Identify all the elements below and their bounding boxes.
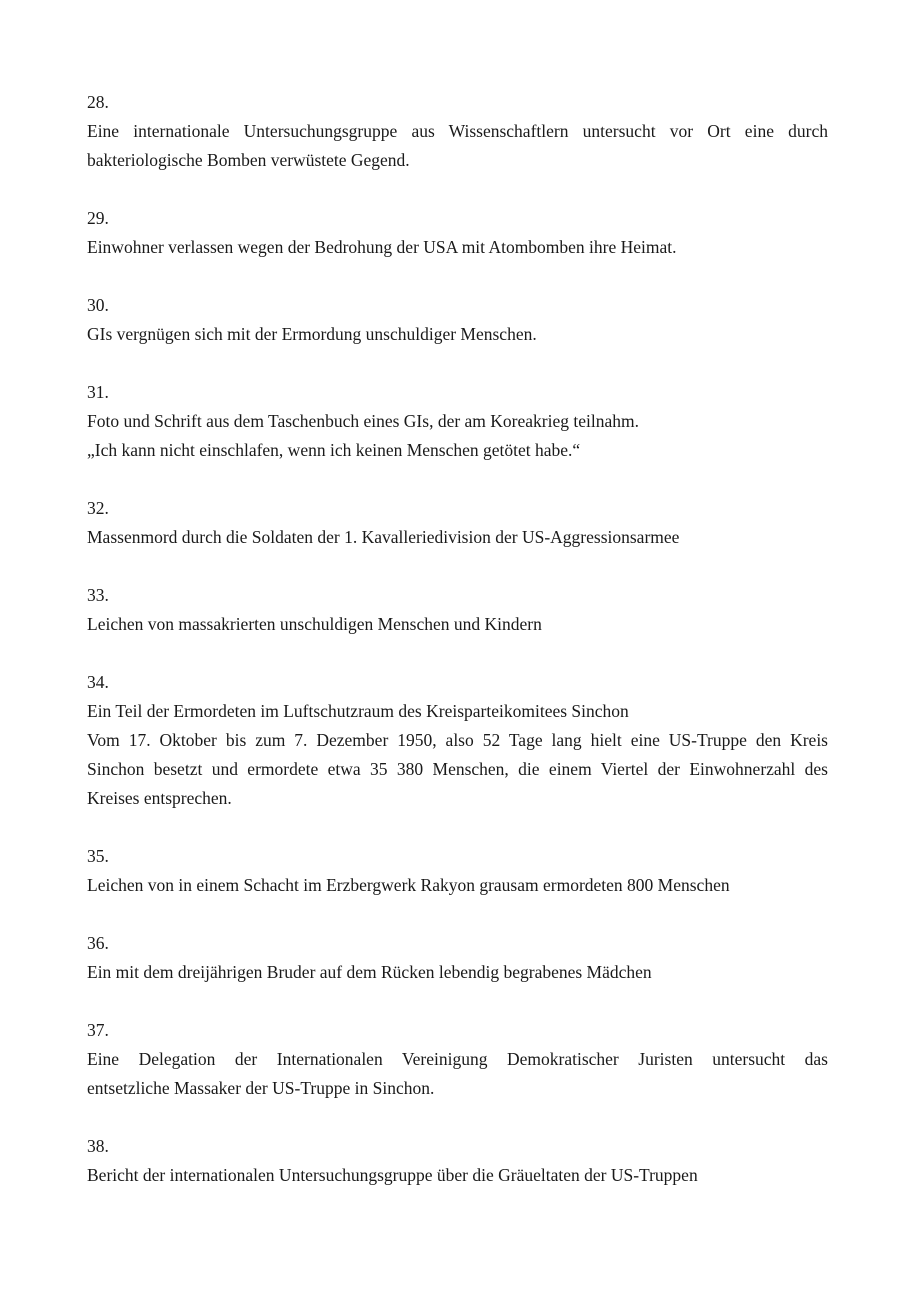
item-number: 30. xyxy=(87,295,109,315)
caption-line: Sinchon besetzt und ermordete etwa 35 380 Menschen, die einem Viertel der Einwohnerzahl des xyxy=(87,759,828,779)
item-number: 36. xyxy=(87,933,109,953)
caption-line: Bericht der internationalen Untersuchungsgruppe über die Gräueltaten der US-Truppen xyxy=(87,1165,698,1185)
list-item xyxy=(87,291,828,349)
item-number: 29. xyxy=(87,208,109,228)
caption-line: Foto und Schrift aus dem Taschenbuch eines GIs, der am Koreakrieg teilnahm. xyxy=(87,411,639,431)
caption-line: Eine internationale Untersuchungsgruppe aus Wissenschaftlern untersucht vor Ort eine durch xyxy=(87,121,828,141)
caption-line: Leichen von massakrierten unschuldigen Menschen und Kindern xyxy=(87,614,542,634)
caption-line: entsetzliche Massaker der US-Truppe in Sinchon. xyxy=(87,1078,435,1098)
item-number: 28. xyxy=(87,92,109,112)
list-item xyxy=(87,378,828,465)
caption-line: Eine Delegation der Internationalen Vereinigung Demokratischer Juristen untersucht das xyxy=(87,1049,828,1069)
list-item xyxy=(87,88,828,175)
caption-line: Vom 17. Oktober bis zum 7. Dezember 1950, also 52 Tage lang hielt eine US-Truppe den Kreis xyxy=(87,730,828,750)
caption-list xyxy=(87,88,828,1190)
list-item xyxy=(87,581,828,639)
item-number: 34. xyxy=(87,672,109,692)
list-item xyxy=(87,204,828,262)
list-item xyxy=(87,494,828,552)
list-item xyxy=(87,1132,828,1190)
list-item xyxy=(87,1016,828,1103)
caption-line: Ein Teil der Ermordeten im Luftschutzraum des Kreisparteikomitees Sinchon xyxy=(87,701,629,721)
item-number: 35. xyxy=(87,846,109,866)
caption-line: Ein mit dem dreijährigen Bruder auf dem Rücken lebendig begrabenes Mädchen xyxy=(87,962,652,982)
list-item xyxy=(87,842,828,900)
list-item xyxy=(87,929,828,987)
item-number: 33. xyxy=(87,585,109,605)
item-number: 38. xyxy=(87,1136,109,1156)
caption-line: Massenmord durch die Soldaten der 1. Kavalleriedivision der US-Aggressionsarmee xyxy=(87,527,680,547)
caption-line: Kreises entsprechen. xyxy=(87,788,232,808)
caption-line: GIs vergnügen sich mit der Ermordung unschuldiger Menschen. xyxy=(87,324,537,344)
caption-line: Leichen von in einem Schacht im Erzbergwerk Rakyon grausam ermordeten 800 Menschen xyxy=(87,875,730,895)
list-item xyxy=(87,668,828,813)
item-number: 37. xyxy=(87,1020,109,1040)
caption-line: „Ich kann nicht einschlafen, wenn ich keinen Menschen getötet habe.“ xyxy=(87,440,581,460)
caption-line: bakteriologische Bomben verwüstete Gegend. xyxy=(87,150,410,170)
caption-line: Einwohner verlassen wegen der Bedrohung der USA mit Atombomben ihre Heimat. xyxy=(87,237,677,257)
item-number: 31. xyxy=(87,382,109,402)
item-number: 32. xyxy=(87,498,109,518)
